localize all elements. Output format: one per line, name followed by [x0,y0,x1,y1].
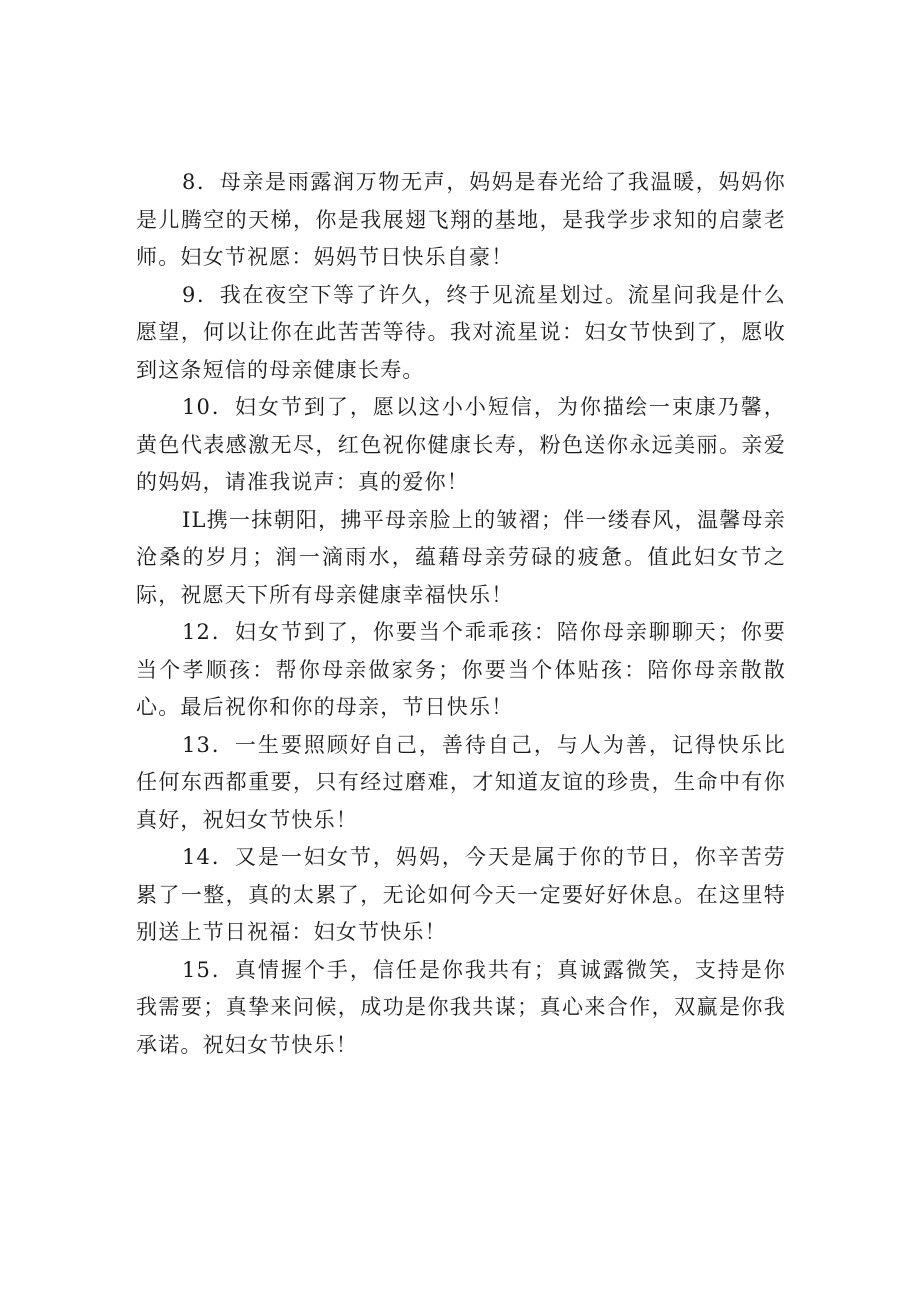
paragraph-9: 9．我在夜空下等了许久，终于见流星划过。流星问我是什么愿望，何以让你在此苦苦等待。我对流星说：妇女节快到了，愿收到这条短信的母亲健康长寿。 [136,282,786,382]
paragraph-13: 13．一生要照顾好自己，善待自己，与人为善，记得快乐比任何东西都重要，只有经过磨难，才知道友谊的珍贵，生命中有你真好，祝妇女节快乐！ [136,732,786,832]
paragraph-15: 15．真情握个手，信任是你我共有；真诚露微笑，支持是你我需要；真挚来问候，成功是你我共谋；真心来合作，双赢是你我承诺。祝妇女节快乐！ [136,957,786,1057]
paragraph-12: 12．妇女节到了，你要当个乖乖孩：陪你母亲聊聊天；你要当个孝顺孩：帮你母亲做家务；你要当个体贴孩：陪你母亲散散心。最后祝你和你的母亲，节日快乐！ [136,620,786,719]
paragraph-11: IL携一抹朝阳，拂平母亲脸上的皱褶；伴一缕春风，温馨母亲沧桑的岁月；润一滴雨水，蕴藉母亲劳碌的疲惫。值此妇女节之际，祝愿天下所有母亲健康幸福快乐！ [136,507,786,607]
paragraph-14: 14．又是一妇女节，妈妈，今天是属于你的节日，你辛苦劳累了一整，真的太累了，无论如何今天一定要好好休息。在这里特别送上节日祝福：妇女节快乐！ [136,845,786,944]
paragraph-10: 10．妇女节到了，愿以这小小短信，为你描绘一束康乃馨，黄色代表感激无尽，红色祝你健康长寿，粉色送你永远美丽。亲爱的妈妈，请准我说声：真的爱你！ [136,395,786,494]
paragraph-8: 8．母亲是雨露润万物无声，妈妈是春光给了我温暖，妈妈你是儿腾空的天梯，你是我展翅飞翔的基地，是我学步求知的启蒙老师。妇女节祝愿：妈妈节日快乐自豪！ [136,170,786,269]
document-body [136,164,786,1064]
